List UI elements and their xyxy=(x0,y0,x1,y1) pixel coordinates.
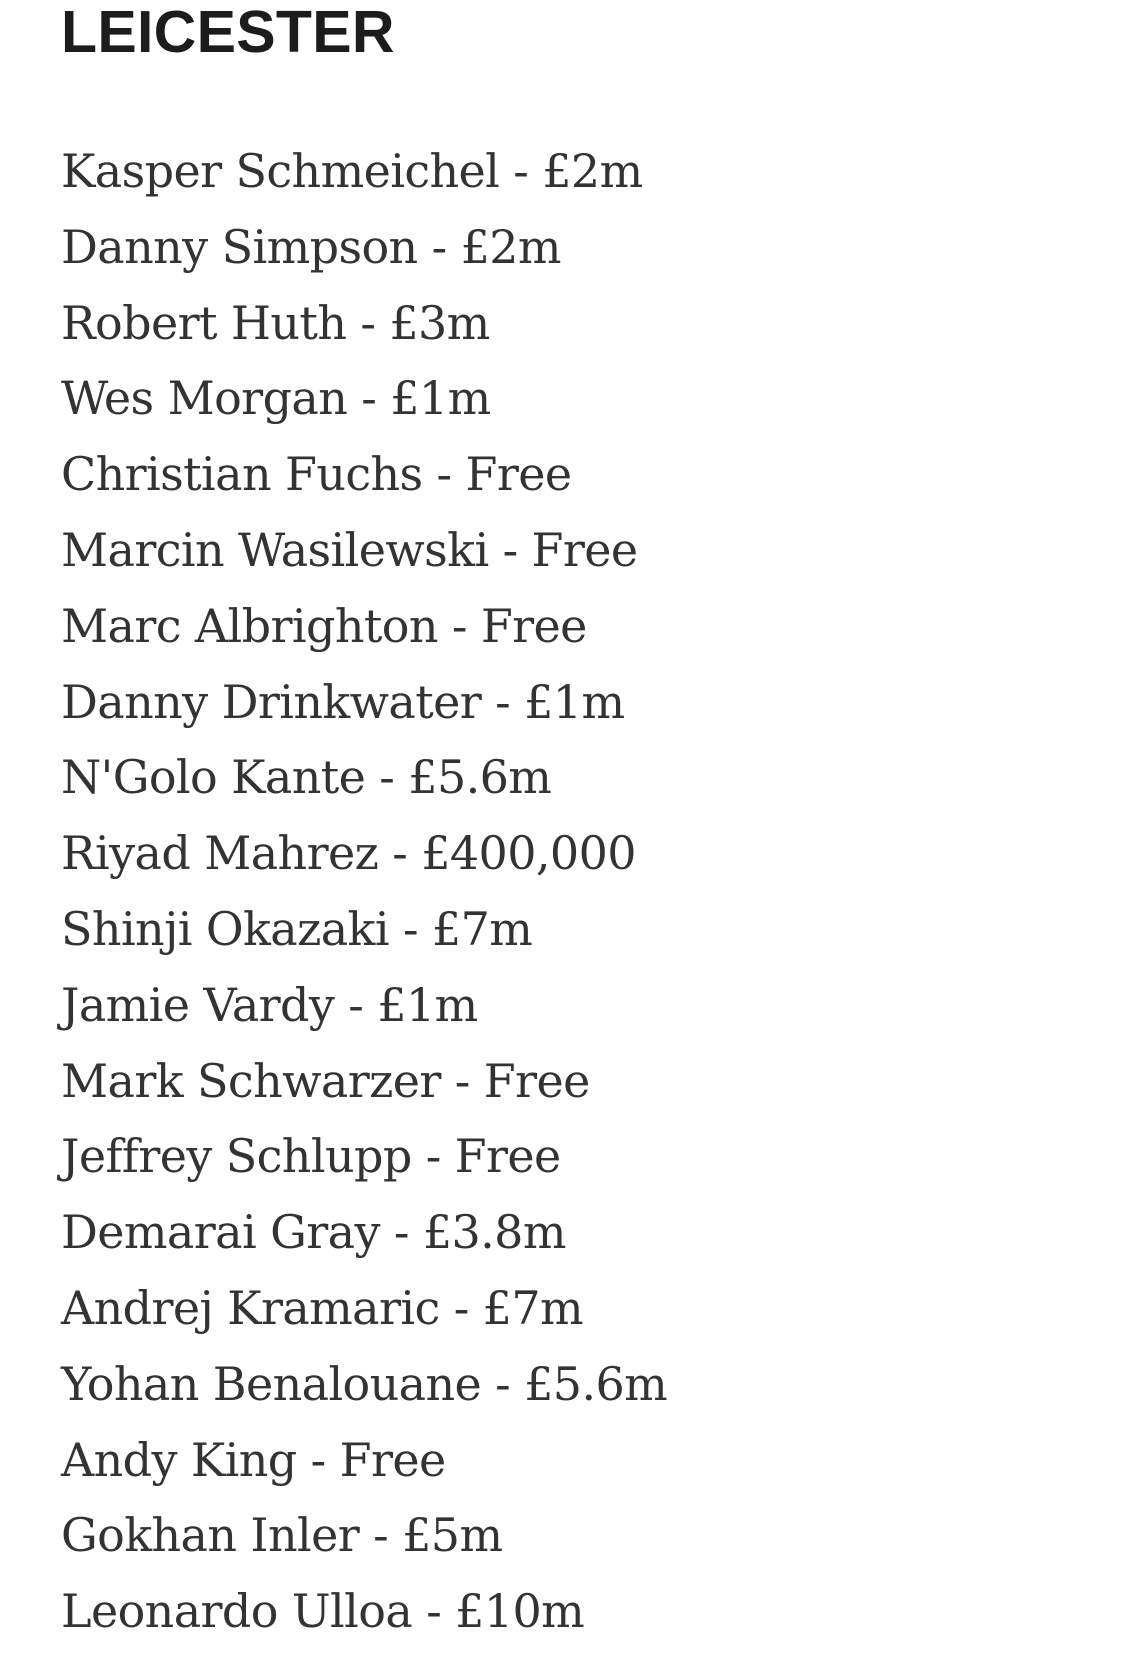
player-fee-item: Andrej Kramaric - £7m xyxy=(61,1280,584,1335)
player-fee-item: Robert Huth - £3m xyxy=(61,295,490,350)
player-fee-item: N'Golo Kante - £5.6m xyxy=(61,750,552,805)
player-fee-item: Yohan Benalouane - £5.6m xyxy=(61,1356,668,1411)
player-fee-item: Leonardo Ulloa - £10m xyxy=(61,1584,585,1639)
player-fee-item: Andy King - Free xyxy=(61,1432,446,1487)
player-fee-item: Marcin Wasilewski - Free xyxy=(61,522,638,577)
player-fee-item: Mark Schwarzer - Free xyxy=(61,1053,590,1108)
player-fee-item: Gokhan Inler - £5m xyxy=(61,1508,503,1563)
player-fee-item: Wes Morgan - £1m xyxy=(61,371,491,426)
player-fee-item: Danny Simpson - £2m xyxy=(61,219,561,274)
player-fee-item: Kasper Schmeichel - £2m xyxy=(61,144,643,198)
player-fee-item: Demarai Gray - £3.8m xyxy=(61,1205,566,1260)
player-fee-item: Danny Drinkwater - £1m xyxy=(61,674,625,729)
player-fee-item: Christian Fuchs - Free xyxy=(61,447,572,502)
player-fee-item: Riyad Mahrez - £400,000 xyxy=(61,826,636,881)
player-fee-item: Marc Albrighton - Free xyxy=(61,598,587,653)
player-fee-item: Jamie Vardy - £1m xyxy=(61,977,478,1032)
player-fee-item: Shinji Okazaki - £7m xyxy=(61,901,533,956)
player-fee-list xyxy=(61,134,667,1650)
article xyxy=(61,0,1125,1660)
club-heading: LEICESTER xyxy=(61,0,395,65)
player-fee-item: Jeffrey Schlupp - Free xyxy=(61,1129,561,1184)
